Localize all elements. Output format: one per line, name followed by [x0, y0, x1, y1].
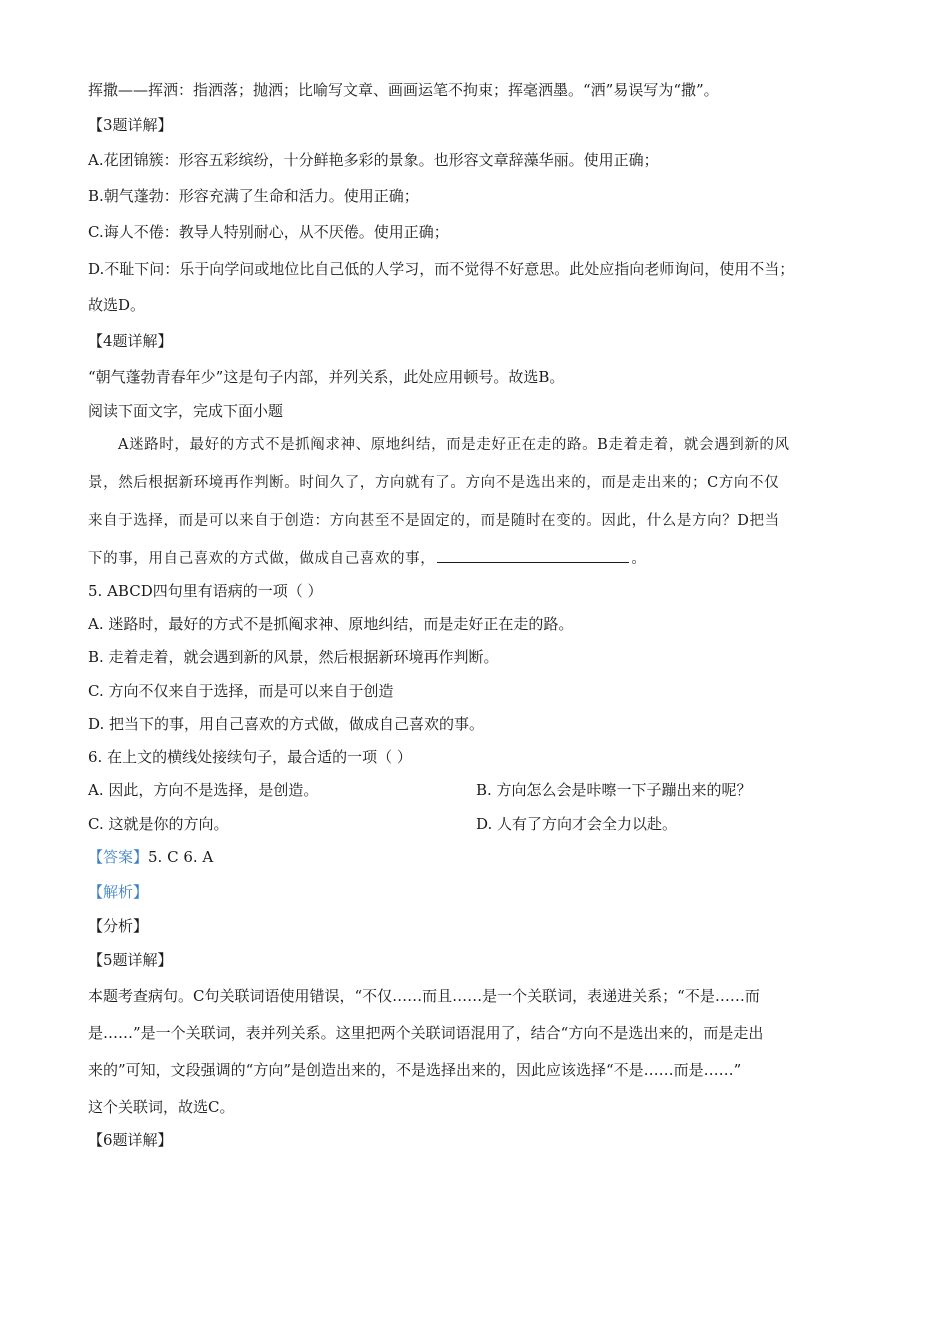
passage-line-1: A迷路时，最好的方式不是抓阄求神、原地纠结，而是走好正在走的路。B走着走着，就会遇到新的风 [118, 437, 790, 453]
question-5-option-a: A. 迷路时，最好的方式不是抓阄求神、原地纠结，而是走好正在走的路。 [88, 615, 574, 633]
q5-explanation-line-1: 本题考查病句。C句关联词语使用错误，“不仅……而且……是一个关联词，表递进关系；“不是……而 [88, 987, 760, 1005]
explanation-line-huisa: 挥撒——挥洒：指洒落；抛洒；比喻写文章、画画运笔不拘束；挥毫洒墨。“洒”易误写为“撒”。 [88, 81, 719, 99]
q4-explanation: “朝气蓬勃青春年少”这是句子内部，并列关系，此处应用顿号。故选B。 [88, 368, 565, 386]
question-5-stem: 5. ABCD四句里有语病的一项（ ） [88, 582, 323, 600]
q3-option-d-detail: D.不耻下问：乐于向学问或地位比自己低的人学习，而不觉得不好意思。此处应指向老师询问，使用不当； [88, 260, 795, 278]
question-5-option-c: C. 方向不仅来自于选择，而是可以来自于创造 [88, 682, 394, 700]
question-6-option-d: D. 人有了方向才会全力以赴。 [476, 815, 678, 833]
q5-explanation-line-3: 来的”可知，文段强调的“方向”是创造出来的，不是选择出来的，因此应该选择“不是……而是……” [88, 1061, 742, 1079]
q3-option-b-detail: B.朝气蓬勃：形容充满了生命和活力。使用正确； [88, 187, 419, 205]
analysis-label: 【解析】 [88, 883, 149, 901]
passage-line-4-text: 下的事，用自己喜欢的方式做，做成自己喜欢的事， [88, 551, 436, 567]
question-6-option-b: B. 方向怎么会是咔嚓一下子蹦出来的呢？ [476, 781, 752, 799]
passage-line-4 [88, 548, 646, 569]
fill-in-blank [437, 548, 629, 563]
passage-line-2: 景，然后根据新环境再作判断。时间久了，方向就有了。方向不是选出来的，而是走出来的；C方向不仅 [88, 475, 780, 491]
answer-label: 【答案】 [88, 848, 149, 866]
section-heading-q3: 【3题详解】 [88, 116, 173, 134]
question-6-option-a: A. 因此，方向不是选择，是创造。 [88, 781, 319, 799]
q3-option-c-detail: C.诲人不倦：教导人特别耐心，从不厌倦。使用正确； [88, 223, 449, 241]
q5-explanation-line-2: 是……”是一个关联词，表并列关系。这里把两个关联词语混用了，结合“方向不是选出来的，而是走出 [88, 1024, 764, 1042]
q5-explanation-line-4: 这个关联词，故选C。 [88, 1098, 235, 1116]
q3-option-a-detail: A.花团锦簇：形容五彩缤纷，十分鲜艳多彩的景象。也形容文章辞藻华丽。使用正确； [88, 151, 659, 169]
section-heading-q6: 【6题详解】 [88, 1131, 173, 1149]
question-6-stem: 6. 在上文的横线处接续句子，最合适的一项（ ） [88, 748, 412, 766]
answer-text: 5. C 6. A [148, 848, 214, 866]
question-5-option-d: D. 把当下的事，用自己喜欢的方式做，做成自己喜欢的事。 [88, 715, 485, 733]
section-heading-q5: 【5题详解】 [88, 951, 173, 969]
passage-line-4-end: 。 [631, 551, 647, 567]
answer-line [88, 847, 213, 867]
reading-instruction: 阅读下面文字，完成下面小题 [88, 402, 284, 420]
section-heading-q4: 【4题详解】 [88, 332, 173, 350]
passage-line-3: 来自于选择，而是可以来自于创造：方向甚至不是固定的，而是随时在变的。因此，什么是方向？D把当 [88, 513, 780, 529]
fenxi-heading: 【分析】 [88, 917, 149, 935]
question-5-option-b: B. 走着走着，就会遇到新的风景，然后根据新环境再作判断。 [88, 648, 499, 666]
question-6-option-c: C. 这就是你的方向。 [88, 815, 229, 833]
q3-conclusion: 故选D。 [88, 296, 146, 314]
